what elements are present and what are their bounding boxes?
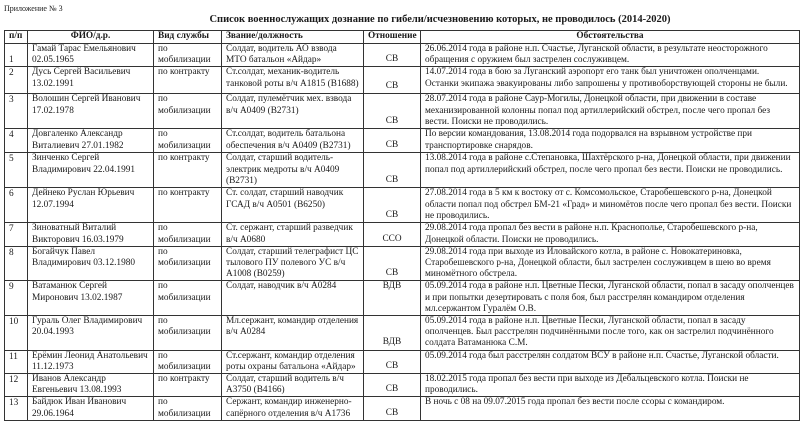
branch: СВ [364,246,421,281]
circumstances: 14.07.2014 года в бою за Луганский аэропорт его танк был уничтожен ополченцами. Останки экипажа эвакуированы либо запрошены у противоборствующей стороны не были. [421,67,800,94]
table-row [5,94,800,129]
table-row [5,67,800,94]
col-header-service: Вид службы [154,31,222,44]
col-header-details: Обстоятельства [421,31,800,44]
branch: СВ [364,374,421,397]
service-type: по контракту [154,188,222,223]
col-header-number: п/п [5,31,28,44]
serviceman-name: Богайчук Павел Владимирович 03.12.1980 [28,246,154,281]
service-type: по мобилизации [154,397,222,420]
row-number: 2 [5,67,28,94]
col-header-branch: Отношение [364,31,421,44]
row-number: 6 [5,188,28,223]
rank-position: Солдат, старший водитель-электрик медроты в/ч А0409 (В2731) [222,153,364,188]
serviceman-name: Дусь Сергей Васильевич 13.02.1991 [28,67,154,94]
table-row [5,316,800,351]
branch: СВ [364,350,421,373]
table-row [5,350,800,373]
rank-position: Солдат, водитель АО взвода МТО батальон «Айдар» [222,44,364,67]
circumstances: 28.07.2014 года в районе Саур-Могилы, Донецкой области, при движении в составе механизированной колонны попал под артиллерийский обстрел, после чего пропал без вести. Поиски не проводились. [421,94,800,129]
rank-position: Ст. сержант, старший разведчик в/ч А0680 [222,223,364,246]
row-number: 7 [5,223,28,246]
circumstances: По версии командования, 13.08.2014 года подорвался на взрывном устройстве при транспортировке снарядов. [421,129,800,153]
row-number: 12 [5,374,28,397]
table-row [5,44,800,67]
circumstances: 05.09.2014 года в районе н.п. Цветные Пески, Луганской области, попал в засаду ополченцев и при попытки дезертировать с поля боя, был расстрелян командиром отделения мл.сержантом Гуралём О.В. [421,281,800,316]
service-type: по мобилизации [154,94,222,129]
branch: ССО [364,223,421,246]
serviceman-name: Дейнеко Руслан Юрьевич 12.07.1994 [28,188,154,223]
branch: СВ [364,129,421,153]
row-number: 13 [5,397,28,420]
branch: СВ [364,188,421,223]
rank-position: Ст. солдат, старший наводчик ГСАД в/ч А0501 (В6250) [222,188,364,223]
row-number: 10 [5,316,28,351]
rank-position: Сержант, командир инженерно-сапёрного отделения в/ч А1736 [222,397,364,420]
branch: ВДВ [364,281,421,316]
table-row [5,374,800,397]
row-number: 4 [5,129,28,153]
serviceman-name: Гамай Тарас Емельянович 02.05.1965 [28,44,154,67]
row-number: 8 [5,246,28,281]
table-row [5,223,800,246]
row-number: 3 [5,94,28,129]
serviceman-name: Зинченко Сергей Владимирович 22.04.1991 [28,153,154,188]
branch: СВ [364,67,421,94]
table-header-row [5,31,800,44]
circumstances: В ночь с 08 на 09.07.2015 года пропал без вести после ссоры с командиром. [421,397,800,420]
row-number: 9 [5,281,28,316]
serviceman-name: Довгаленко Александр Виталиевич 27.01.1982 [28,129,154,153]
rank-position: Ст.сержант, командир отделения роты охраны батальона «Айдар» [222,350,364,373]
service-type: по контракту [154,153,222,188]
serviceman-name: Гураль Олег Владимирович 20.04.1993 [28,316,154,351]
table-row [5,153,800,188]
rank-position: Солдат, старший водитель в/ч А3750 (В4166) [222,374,364,397]
service-type: по мобилизации [154,129,222,153]
circumstances: 13.08.2014 года в районе с.Степановка, Шахтёрского р-на, Донецкой области, при движении попал под артиллерийский обстрел, после чего пропал без вести. Поиски не проводились. [421,153,800,188]
service-type: по мобилизации [154,223,222,246]
branch: ВДВ [364,316,421,351]
row-number: 5 [5,153,28,188]
servicemen-table [4,30,800,421]
service-type: по мобилизации [154,316,222,351]
rank-position: Солдат, старший телеграфист ЦС тылового ПУ полевого УС в/ч А1008 (В0259) [222,246,364,281]
serviceman-name: Зиноватный Виталий Викторович 16.03.1979 [28,223,154,246]
table-row [5,129,800,153]
service-type: по мобилизации [154,44,222,67]
circumstances: 29.08.2014 года при выходе из Иловайского котла, в районе с. Новокатериновка, Старобешевского р-на, Донецкой области, был застрелен сослуживцем в шею во время миномётного обстрела. [421,246,800,281]
serviceman-name: Ерёмин Леонид Анатольевич 11.12.1973 [28,350,154,373]
col-header-name: ФИО/д.р. [28,31,154,44]
service-type: по мобилизации [154,350,222,373]
branch: СВ [364,397,421,420]
table-row [5,246,800,281]
serviceman-name: Ватаманюк Сергей Миронович 13.02.1987 [28,281,154,316]
rank-position: Мл.сержант, командир отделения в/ч А0284 [222,316,364,351]
table-row [5,281,800,316]
document-title: Список военнослужащих дознание по гибели/исчезновению которых, не проводилось (2014-2020) [209,14,671,25]
branch: СВ [364,153,421,188]
service-type: по мобилизации [154,246,222,281]
col-header-rank: Звание/должность [222,31,364,44]
circumstances: 05.09.2014 года был расстрелян солдатом ВСУ в районе н.п. Счастье, Луганской области. [421,350,800,373]
serviceman-name: Байдюк Иван Иванович 29.06.1964 [28,397,154,420]
branch: СВ [364,44,421,67]
service-type: по мобилизации [154,281,222,316]
rank-position: Ст.солдат, механик-водитель танковой роты в/ч А1815 (В1688) [222,67,364,94]
circumstances: 29.08.2014 года пропал без вести в районе н.п. Краснополье, Старобешевского р-на, Донецкой области. Поиски не проводились. [421,223,800,246]
circumstances: 26.06.2014 года в районе н.п. Счастье, Луганской области, в результате неосторожного обращения с оружием был застрелен сослуживцем. [421,44,800,67]
service-type: по контракту [154,67,222,94]
row-number: 1 [5,44,28,67]
rank-position: Ст.солдат, водитель батальона обеспечения в/ч А0409 (В2731) [222,129,364,153]
rank-position: Солдат, наводчик в/ч А0284 [222,281,364,316]
rank-position: Солдат, пулемётчик мех. взвода в/ч А0409 (В2731) [222,94,364,129]
appendix-label: Приложение № 3 [4,4,63,13]
table-row [5,188,800,223]
branch: СВ [364,94,421,129]
circumstances: 05.09.2014 года в районе н.п. Цветные Пески, Луганской области, попал в засаду ополченцев. Был расстрелян подчинёнными после того, как он застрелил подчинённого солдата Ватаманюка С.М. [421,316,800,351]
service-type: по контракту [154,374,222,397]
circumstances: 18.02.2015 года пропал без вести при выходе из Дебальцевского котла. Поиски не проводились. [421,374,800,397]
row-number: 11 [5,350,28,373]
circumstances: 27.08.2014 года в 5 км к востоку от с. Комсомольское, Старобешевского р-на, Донецкой области попал под обстрел БМ-21 «Град» и миномётов после чего пропал без вести. Поиски не проводились. [421,188,800,223]
serviceman-name: Волошин Сергей Иванович 17.02.1978 [28,94,154,129]
serviceman-name: Иванов Александр Евгеньевич 13.08.1993 [28,374,154,397]
